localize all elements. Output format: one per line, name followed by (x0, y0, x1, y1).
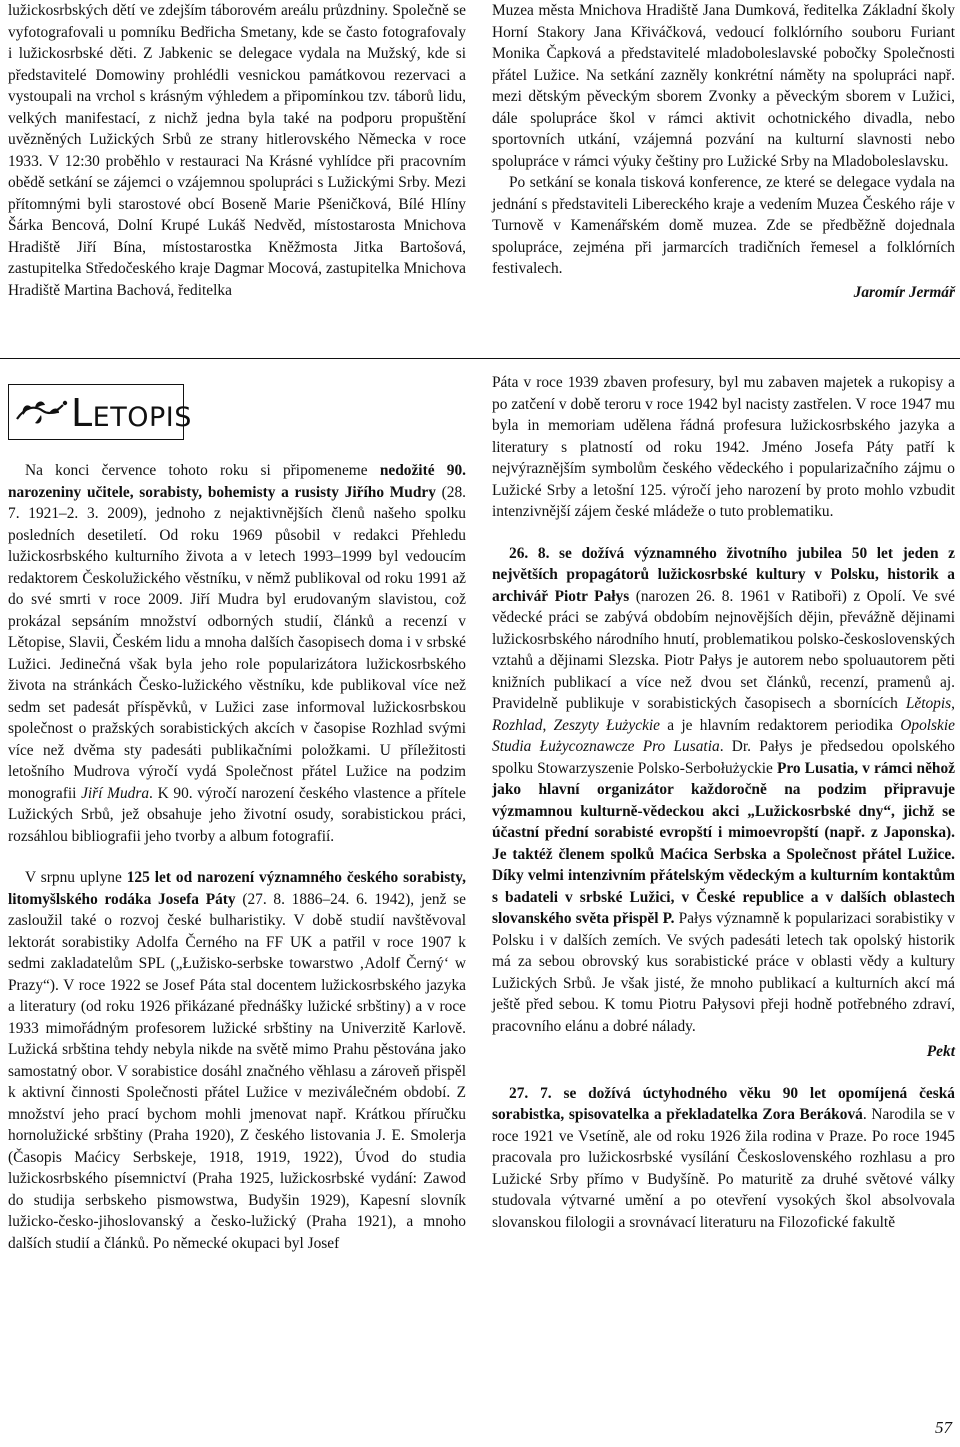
floral-ornament-icon (13, 393, 69, 433)
letopis-logo (8, 384, 192, 440)
berakova-paragraph: 27. 7. se dožívá úctyhodného věku 90 let opomíjená česká sorabistka, spisovatelka a překladatelka Zora Beráková. Narodila se v roce 1921 ve Vsetíně, ale od roku 1926 žila rodina v Praze. Po roce 1945 pracovala pro lužickosrbské vysílání Československého rozhlasu a pro Lužické Srby přímo v Budyšíně. Po maturitě za druhé světové války studovala výtvarné umění a po otevření vysokých škol absolvovala slovanskou filologii a srovnávací literaturu na Filozofické fakultě (492, 1084, 955, 1231)
letopis-left-column (8, 460, 466, 1254)
top-left-paragraph: lužickosrbských dětí ve zdejším táborovém areálu průzdniny. Společně se vyfotografovali u pomníku Bedřicha Smetany, kde se často fotografovaly i lužickosrbské děti. Z Jabkenic se delegace vydala na Mužský, kde si představitelé Domowiny prohlédli vesnickou památkovou rezervaci a vystoupali na vrchol s krásným výhledem a připomínkou tzv. táborů lidu, velkých manifestací, z nichž jedna byla také na podporu propuštění uvězněných Lužických Srbů ze strany hitlerovského Německa v roce 1933. V 12:30 proběhlo v restauraci Na Krásné vyhlídce při pracovním obědě setkání se zájemci o vzájemnou spolupráci s Lužickými Srby. Mezi přítomnými byli starostové obcí Boseně Marie Pšeničková, Bílé Hlíny Šárka Bencová, Dolní Krupé Lukáš Nedvěd, místostarosta Mnichova Hradiště Jiří Bína, místostarostka Kněžmosta Jitka Bartošová, zastupitelka Středočeského kraje Dagmar Mocová, zastupitelka Mnichova Hradiště Martina Bachová, ředitelka (8, 2, 466, 299)
top-right-paragraph-1: Muzea města Mnichova Hradiště Jana Dumková, ředitelka Základní školy Horní Stakory Jana Křiváčková, vedoucí folklórního souboru Furiant Monika Čapková a představitelé mladoboleslavské pobočky Společnosti přátel Lužice. Na setkání zazněly konkrétní náměty na spolupráci např. mezi dětským pěveckým sborem Zvonky a pěveckým sborem v Lužici, dále spolupráce škol v rámci aktivit ochotnického divadla, nebo sportovních utkání, vzájemná pozvání na kulturní slavnosti nebo spolupráce v rámci výuky češtiny pro Lužické Srby na Mladoboleslavsku. (492, 2, 955, 170)
signature-jermar: Jaromír Jermář (853, 283, 955, 301)
palys-paragraph: 26. 8. se dožívá významného životního jubilea 50 let jeden z největších propagátorů lužickosrbské kultury v Polsku, historik a archivář Piotr Pałys (narozen 26. 8. 1961 v Ratiboři) z Opolí. Ve své vědecké práci se zabývá obdobím nejnovějších dějin, převážně dějinami lužickosrbského národního hnutí, problematikou polsko-československých vztahů a dějinami Slezska. Piotr Pałys je autorem nebo spoluautorem pěti knižních publikací a více než dvou set článků, recenzí, pramenů aj. Pravidelně publikuje v sorabistických časopisech a sbornících Lětopis, Rozhlad, Zeszyty Łużyckie a je hlavním redaktorem periodika Opolskie Studia Łużycoznawcze Pro Lusatia. Dr. Pałys je předsedou opolského spolku Stowarzyszenie Polsko-Serbołużyckie Pro Lusatia, v rámci něhož jako hlavní organizátor každoročně na podzim připravuje výzmamnou kulturně-vědeckou akci „Lužickosrbské dny“, jichž se účastní přední sorabisté evropští i mimoevropští (např. z Japonska). Je taktéž členem spolků Maćica Serbska a Společnost přátel Lužice. Díky velmi intenzivním přátelským vědeckým a kulturním kontaktům s badateli v srbské Lužici, v České republice a v dalších oblastech slovanského světa přispěl P. Pałys významně k popularizaci sorabistiky v Polsku i v dalších zemích. Ve svých padesáti letech tak opolský historik má za sebou obrovský kus sorabistické práce v oblasti vědy a kultury Lužických Srbů. Je však jisté, že mnoho publikací a kulturních akcí má ještě před sebou. K tomu Piotru Pałysovi přeji hodně potřebného zdraví, pracovního elánu a dobré nálady. (492, 544, 956, 1035)
pata-paragraph: V srpnu uplyne 125 let od narození významného českého sorabisty, litomyšlského rodáka Josefa Páty (27. 8. 1886–24. 6. 1942), jenž se zasloužil také o rozvoj české bulharistiky. V době studií navštěvoval lektorát sorabistiky Adolfa Černého na FF UK a patřil v roce 1907 k sedmi zakladatelům SPL („Łužisko-serbske towarstwo ‚Adolf Černý‘ w Prazy“). V roce 1922 se Josef Páta stal docentem lužickosrbského jazyka a literatury (od roku 1926 přikázané přednášky lužické srbštiny) a v roce 1933 mimořádným profesorem lužické srbštiny na Univerzitě Karlově. Lužická srbština tehdy nebyla nikde na světě mimo Prahu pěstována jako samostatný obor. V sorabistice dosáhl značného věhlasu a zároveň přispěl k aktivní činnosti Společnosti přátel Lužice v meziválečném období. Z množství jeho prací bychom mohli jmenovat např. Krátkou příručku hornolužické srbštiny (Praha 1920), Z českého listovania J. E. Smolerja (Časopis Maćicy Serbskeje, 1918, 1919, 1922), Úvod do studia lužickosrbského písemnictví (Praha 1925, lužickosrbské vydání: Zawod do studija serbskeho pismowstwa, Budyšin 1929), Kapesní slovník lužicko-česko-jihoslovanský a česko-lužický (Praha 1921), a mnoho dalších studií a článků. Po německé okupaci byl Josef (8, 869, 466, 1252)
mudra-paragraph: Na konci července tohoto roku si připomeneme nedožité 90. narozeniny učitele, sorabisty, bohemisty a rusisty Jiřího Mudry (28. 7. 1921–2. 3. 2009), jednoho z nejaktivnějších členů našeho spolku posledních desetiletí. Od roku 1969 působil v redakci Přehledu lužickosrbského kulturního života a v letech 1993–1999 byl vedoucím redaktorem Českolužického věstníku, v němž publikoval od roku 1991 až do své smrti v roce 2009. Jiří Mudra byl erudovaným slavistou, což prokázal sepsáním množství odborných studií, článků a recenzí v Lětopise, Slavii, Českém lidu a mnoha dalších časopisech doma i v srbské Lužici. Jedinečná však byla jeho role popularizátora lužickosrbského života na stránkách Česko-lužického věstníku, kde publikoval více než sedm set padesát příspěvků, v Lužici zase informoval lužickosrbskou společnost o pražských sorabistických akcích v časopise Rozhlad svými více než dvěma sty padesáti publikačními položkami. U příležitosti letošního Mudrova výročí vydá Společnost přátel Lužice na podzim monografii Jiří Mudra. K 90. výročí narození českého vlastence a přítele Lužických Srbů, jež obsahuje jeho životní osudy, sorabistickou práci, rozsáhlou bibliografii jeho tvorby a album fotografií. (8, 462, 467, 845)
top-right-paragraph-2: Po setkání se konala tisková konference, ze které se delegace vydala na jednání s představiteli Libereckého kraje a vedením Muzea Českého ráje v Turnově v Kamenářském domě muzea. Zde se předběžně dojednala spolupráce, zejména při jarmarcích tradičních řemesel a folklórních festivalech. (492, 174, 955, 277)
page-number: 57 (935, 1418, 952, 1437)
top-left-column (8, 0, 466, 301)
pata-continued-paragraph: Páta v roce 1939 zbaven profesury, byl mu zabaven majetek a rukopisy a po zatčení v době teroru v roce 1942 byl nacisty zastřelen. V roce 1947 mu byla in memoriam udělena řádná profesura lužickosrbského jazyka a literatury s platností od roku 1942. Jméno Josefa Páty patří k nejvýraznějším symbolům českého vědeckého i popularizačního zájmu o Lužické Srby a letošní 125. výročí jeho narození by proto mohlo vzbudit intenzivnější zájem české mládeže o tuto problematiku. (492, 374, 955, 520)
signature-pekt: Pekt (926, 1043, 955, 1060)
section-divider (0, 358, 960, 359)
top-right-column (492, 0, 955, 303)
letopis-right-column (492, 372, 955, 1233)
logo-title: LETOPIS (71, 391, 192, 435)
